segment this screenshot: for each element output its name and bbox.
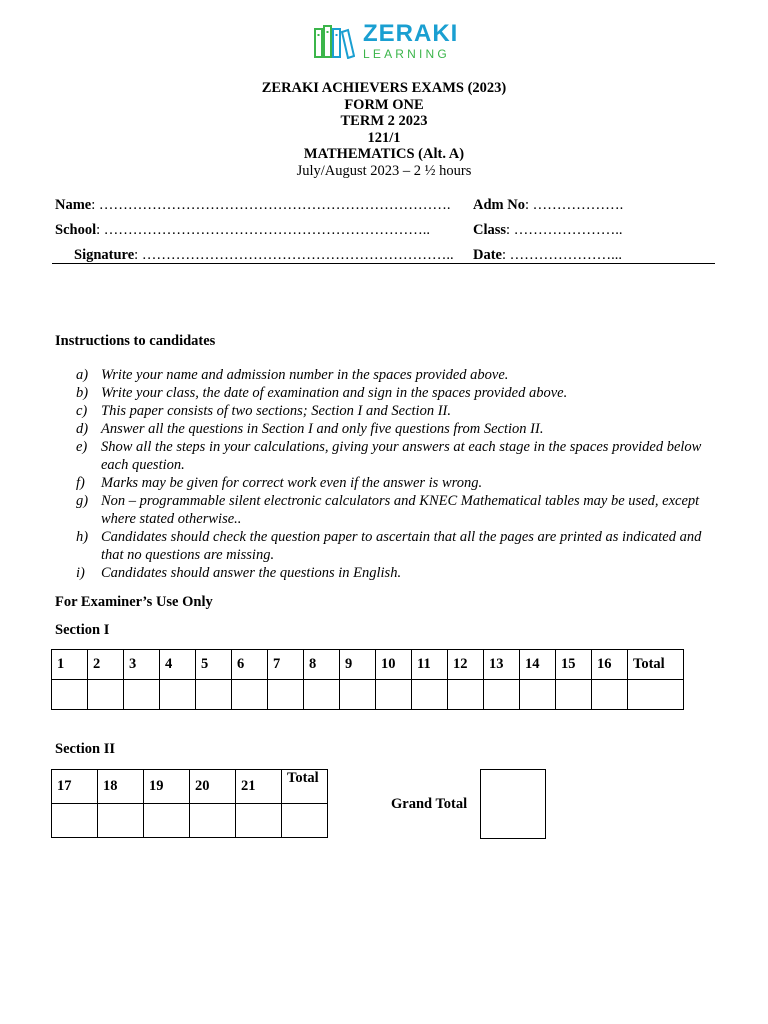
- instruction-text: This paper consists of two sections; Section I and Section II.: [101, 403, 451, 419]
- total-score-cell[interactable]: [628, 680, 684, 710]
- question-header: 10: [376, 650, 412, 680]
- header-divider: [52, 263, 715, 264]
- exam-form: FORM ONE: [344, 96, 424, 113]
- score-cell[interactable]: [144, 804, 190, 838]
- instruction-text: Marks may be given for correct work even if the answer is wrong.: [101, 475, 483, 491]
- score-cell[interactable]: [52, 804, 98, 838]
- instruction-item: [76, 474, 716, 492]
- instruction-text: Write your class, the date of examination and sign in the spaces provided above.: [101, 385, 568, 401]
- question-header: 16: [592, 650, 628, 680]
- instruction-item: [76, 366, 716, 384]
- question-header: 1: [52, 650, 88, 680]
- score-cell[interactable]: [304, 680, 340, 710]
- score-cell[interactable]: [190, 804, 236, 838]
- adm-no-field[interactable]: : ……………….: [524, 197, 624, 213]
- question-header: 8: [304, 650, 340, 680]
- section-1-score-table: [51, 649, 684, 710]
- total-header: Total: [628, 650, 684, 680]
- instruction-marker: f): [76, 475, 85, 491]
- instructions-title: Instructions to candidates: [55, 333, 216, 349]
- question-header: 3: [124, 650, 160, 680]
- question-header: 11: [412, 650, 448, 680]
- question-header: 2: [88, 650, 124, 680]
- instruction-marker: d): [76, 421, 89, 437]
- signature-field[interactable]: : ………………………………………………………..: [134, 247, 454, 263]
- instruction-text: Candidates should answer the questions in English.: [101, 565, 402, 581]
- question-header: 21: [236, 770, 282, 804]
- instruction-item: [76, 384, 716, 402]
- score-cell[interactable]: [268, 680, 304, 710]
- logo-subtitle: LEARNING: [363, 47, 450, 61]
- instruction-text: Answer all the questions in Section I and only five questions from Section II.: [101, 421, 544, 437]
- instruction-marker: b): [76, 385, 89, 401]
- score-cell[interactable]: [376, 680, 412, 710]
- instruction-marker: e): [76, 439, 88, 455]
- signature-label: Signature: [74, 247, 135, 263]
- exam-name: ZERAKI ACHIEVERS EXAMS (2023): [261, 80, 507, 96]
- books-logo-icon: [313, 23, 355, 59]
- school-label: School: [55, 222, 97, 238]
- name-label: Name: [55, 197, 92, 213]
- instruction-text: Show all the steps in your calculations, giving your answers at each stage in the spaces provided below each question.: [101, 439, 702, 473]
- grand-total-label: Grand Total: [391, 796, 468, 812]
- section-2-score-table: [51, 769, 328, 838]
- question-header: 6: [232, 650, 268, 680]
- score-cell[interactable]: [236, 804, 282, 838]
- score-cell[interactable]: [448, 680, 484, 710]
- question-header: 9: [340, 650, 376, 680]
- grand-total-box[interactable]: [480, 769, 546, 839]
- name-field[interactable]: : ……………………………………………………………….: [91, 197, 451, 213]
- exam-term: TERM 2 2023: [340, 113, 428, 129]
- adm-no-label: Adm No: [473, 197, 525, 213]
- school-field[interactable]: : …………………………………………………………..: [96, 222, 430, 238]
- date-label: Date: [473, 247, 502, 263]
- question-header: 13: [484, 650, 520, 680]
- table-header-row: [52, 650, 684, 680]
- name-row: [55, 197, 715, 217]
- question-header: 4: [160, 650, 196, 680]
- score-cell[interactable]: [412, 680, 448, 710]
- instruction-marker: h): [76, 529, 89, 545]
- instruction-text: Candidates should check the question paper to ascertain that all the pages are printed as indicated and that no questions are missing.: [101, 529, 702, 563]
- instruction-marker: c): [76, 403, 88, 419]
- total-header: Total: [282, 770, 328, 804]
- instruction-marker: i): [76, 565, 85, 581]
- signature-row: [55, 247, 715, 267]
- table-header-row: [52, 770, 328, 804]
- question-header: 18: [98, 770, 144, 804]
- question-header: 12: [448, 650, 484, 680]
- examiner-use-title: For Examiner’s Use Only: [55, 594, 213, 610]
- total-score-cell[interactable]: [282, 804, 328, 838]
- instruction-item: [76, 438, 716, 474]
- class-field[interactable]: : …………………..: [506, 222, 623, 238]
- instruction-item: [76, 402, 716, 420]
- instruction-marker: g): [76, 493, 89, 509]
- question-header: 19: [144, 770, 190, 804]
- question-header: 17: [52, 770, 98, 804]
- instructions-list: [76, 366, 716, 582]
- zeraki-logo: [313, 22, 458, 60]
- school-row: [55, 222, 715, 242]
- score-cell[interactable]: [160, 680, 196, 710]
- instruction-item: [76, 492, 716, 528]
- score-cell[interactable]: [340, 680, 376, 710]
- instruction-marker: a): [76, 367, 89, 383]
- exam-duration: July/August 2023 – 2 ½ hours: [296, 162, 472, 179]
- score-row: [52, 804, 328, 838]
- score-cell[interactable]: [232, 680, 268, 710]
- question-header: 20: [190, 770, 236, 804]
- score-cell[interactable]: [52, 680, 88, 710]
- score-cell[interactable]: [592, 680, 628, 710]
- instruction-item: [76, 420, 716, 438]
- subject-title: MATHEMATICS (Alt. A): [303, 146, 465, 162]
- question-header: 5: [196, 650, 232, 680]
- question-header: 15: [556, 650, 592, 680]
- score-cell[interactable]: [556, 680, 592, 710]
- score-row: [52, 680, 684, 710]
- instruction-text: Write your name and admission number in the spaces provided above.: [101, 367, 509, 383]
- score-cell[interactable]: [520, 680, 556, 710]
- question-header: 7: [268, 650, 304, 680]
- section-1-title: Section I: [55, 622, 110, 638]
- instruction-item: [76, 564, 716, 582]
- date-field[interactable]: : …………………...: [502, 247, 623, 263]
- score-cell[interactable]: [98, 804, 144, 838]
- instruction-text: Non – programmable silent electronic calculators and KNEC Mathematical tables may be used, except where stated otherwise..: [101, 493, 700, 527]
- score-cell[interactable]: [196, 680, 232, 710]
- score-cell[interactable]: [88, 680, 124, 710]
- exam-header: [0, 80, 768, 179]
- score-cell[interactable]: [124, 680, 160, 710]
- paper-code: 121/1: [367, 129, 401, 146]
- logo-name: ZERAKI: [363, 20, 459, 47]
- section-2-title: Section II: [55, 741, 116, 757]
- instruction-item: [76, 528, 716, 564]
- score-cell[interactable]: [484, 680, 520, 710]
- question-header: 14: [520, 650, 556, 680]
- class-label: Class: [473, 222, 507, 238]
